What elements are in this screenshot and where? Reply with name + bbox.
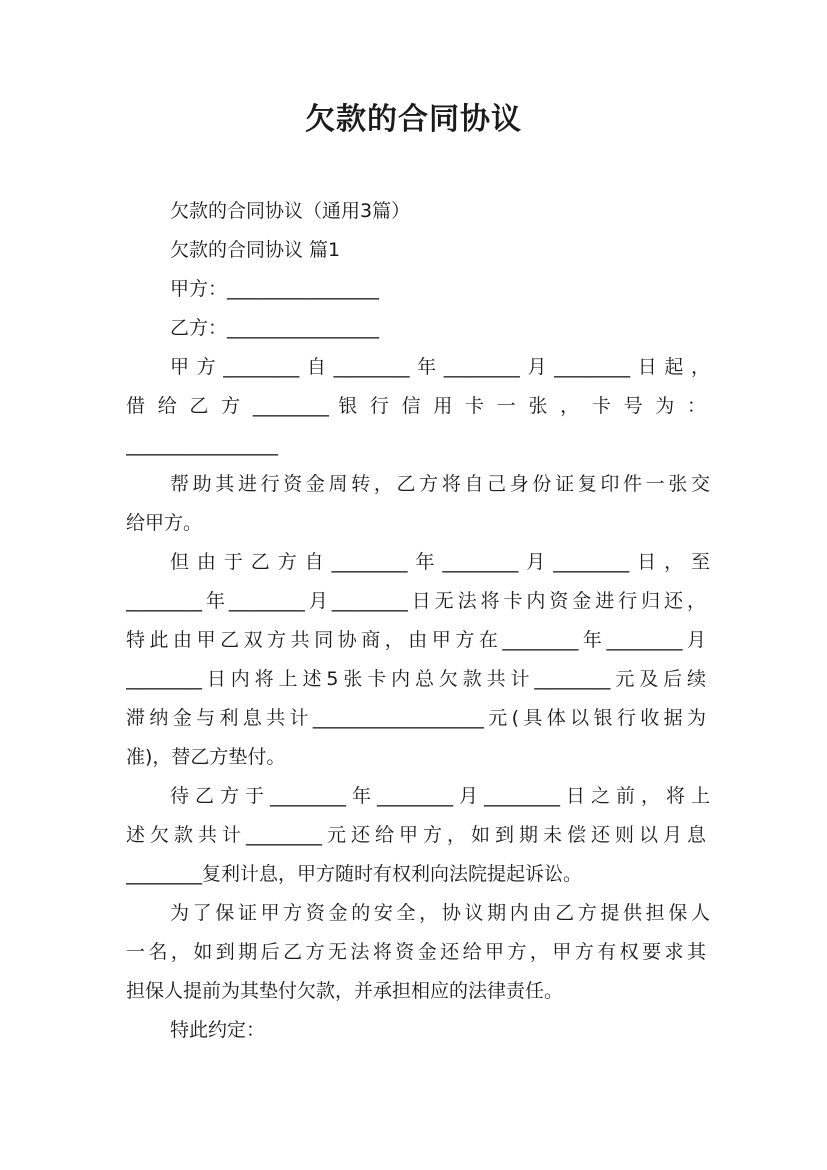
paragraph-line: 一名，如到期后乙方无法将资金还给甲方，甲方有权要求其 bbox=[126, 941, 706, 963]
paragraph-line: 担保人提前为其垫付欠款，并承担相应的法律责任。 bbox=[126, 980, 564, 1002]
paragraph-line: ________年________月________日无法将卡内资金进行归还， bbox=[126, 590, 706, 612]
section-heading: 欠款的合同协议 篇1 bbox=[170, 239, 341, 261]
paragraph-line: ________复利计息，甲方随时有权利向法院提起诉讼。 bbox=[126, 863, 583, 885]
document-title: 欠款的合同协议 bbox=[305, 102, 522, 137]
subtitle-line: 欠款的合同协议（通用3篇） bbox=[170, 200, 411, 222]
paragraph-line: 借 给 乙 方 ________ 银 行 信 用 卡 一 张 ， 卡 号 为 ： bbox=[126, 395, 706, 417]
paragraph-line: 给甲方。 bbox=[126, 512, 203, 534]
paragraph-line: ________________ bbox=[126, 434, 278, 456]
paragraph-line: 待乙方于________年________月________日之前，将上 bbox=[170, 785, 710, 807]
paragraph-line: 帮助其进行资金周转，乙方将自己身份证复印件一张交 bbox=[170, 473, 710, 495]
paragraph-line: 滞纳金与利息共计__________________元(具体以银行收据为 bbox=[126, 707, 706, 729]
paragraph-line: 为了保证甲方资金的安全，协议期内由乙方提供担保人 bbox=[170, 902, 710, 924]
party-a-line: 甲方：________________ bbox=[170, 278, 380, 300]
paragraph-line: 准)，替乙方垫付。 bbox=[126, 746, 286, 768]
party-b-line: 乙方：________________ bbox=[170, 317, 380, 339]
paragraph-line: 但由于乙方自________年________月________日，至 bbox=[170, 551, 710, 573]
paragraph-line: 特此由甲乙双方共同协商，由甲方在________年________月 bbox=[126, 629, 706, 651]
closing-line: 特此约定： bbox=[170, 1019, 266, 1041]
paragraph-line: ________日内将上述5张卡内总欠款共计________元及后续 bbox=[126, 668, 706, 690]
paragraph-line: 甲方________自________年________月________日起， bbox=[170, 356, 710, 378]
paragraph-line: 述欠款共计________元还给甲方，如到期未偿还则以月息 bbox=[126, 824, 706, 846]
